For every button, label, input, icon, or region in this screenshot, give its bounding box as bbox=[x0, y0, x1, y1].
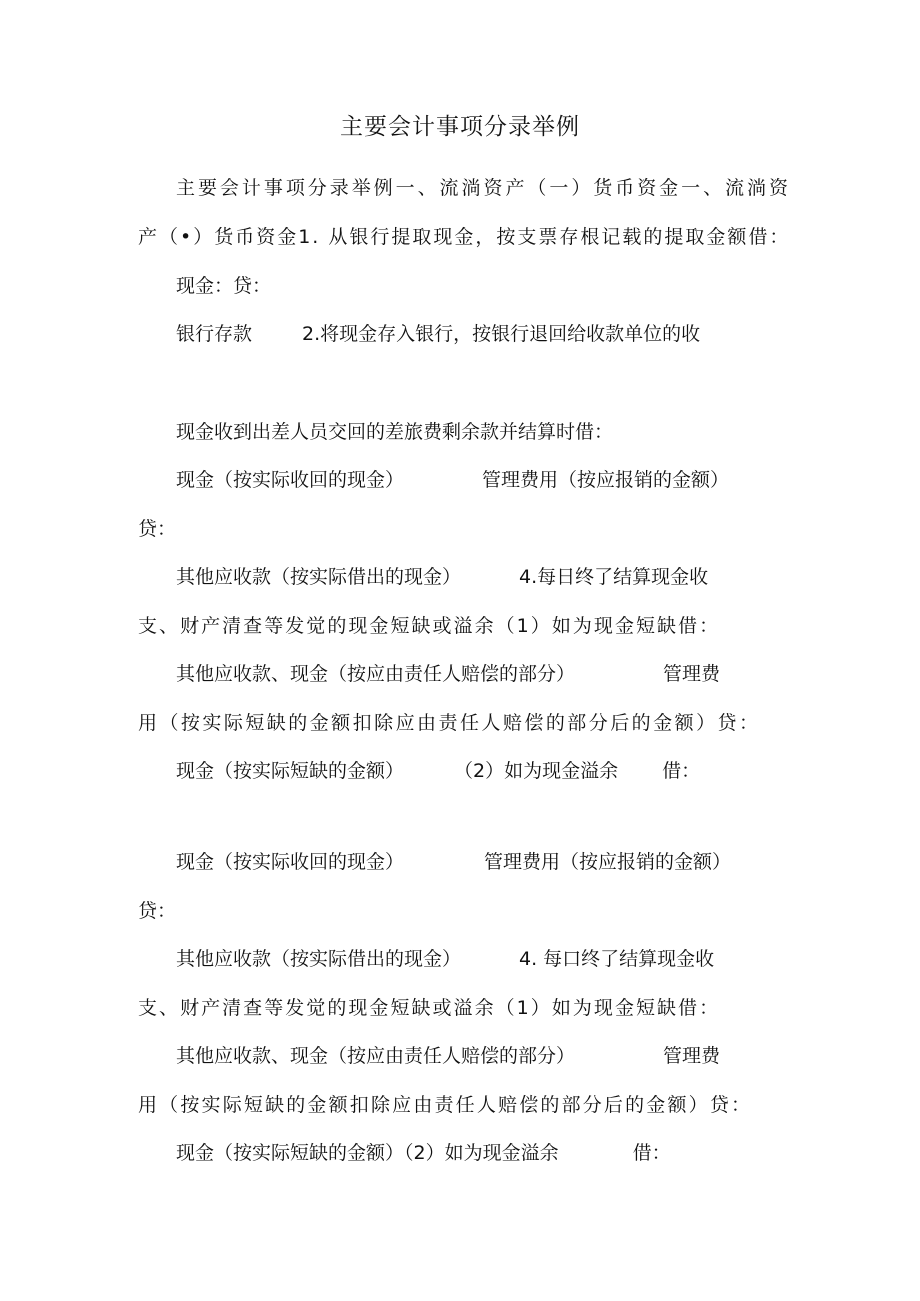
text-line bbox=[176, 176, 791, 200]
text-segment: 现金收到出差人员交回的差旅费剩余款并结算时借： bbox=[176, 421, 614, 443]
text-segment: 4.每日终了结算现金收 bbox=[519, 566, 709, 588]
text-segment: 现金（按实际收回的现金） bbox=[176, 851, 405, 873]
text-segment: 贷： bbox=[138, 518, 177, 540]
text-segment: 用（按实际短缺的金额扣除应由责任人赔偿的部分后的金额）贷： bbox=[138, 712, 761, 734]
text-line bbox=[138, 1093, 752, 1117]
text-line bbox=[176, 850, 731, 874]
text-line bbox=[176, 1044, 720, 1068]
text-line bbox=[176, 274, 271, 298]
text-segment: （2）如为现金溢余 bbox=[454, 760, 619, 782]
text-line bbox=[176, 565, 708, 589]
text-line bbox=[176, 420, 613, 444]
text-line bbox=[138, 996, 720, 1020]
text-line bbox=[138, 614, 720, 638]
text-line bbox=[176, 322, 700, 346]
text-segment: 现金：贷： bbox=[176, 275, 272, 297]
text-segment: 管理费 bbox=[663, 663, 721, 685]
text-line bbox=[176, 759, 700, 783]
text-segment: 借： bbox=[632, 1142, 671, 1164]
text-segment: 借： bbox=[662, 760, 701, 782]
text-segment: 管理费用（按应报销的金额） bbox=[484, 851, 732, 873]
text-segment: 管理费用（按应报销的金额） bbox=[482, 469, 730, 491]
text-segment: 现金（按实际短缺的金额） bbox=[176, 760, 405, 782]
text-line bbox=[138, 899, 176, 923]
text-line bbox=[176, 662, 720, 686]
document-title: 主要会计事项分录举例 bbox=[340, 114, 580, 140]
text-segment: 支、财产清查等发觉的现金短缺或溢余（1）如为现金短缺借： bbox=[138, 997, 721, 1019]
text-segment: 2.将现金存入银行，按银行退回给收款单位的收 bbox=[302, 323, 701, 345]
text-line bbox=[176, 947, 714, 971]
text-segment: 4. 每口终了结算现金收 bbox=[519, 948, 715, 970]
text-segment: 支、财产清查等发觉的现金短缺或溢余（1）如为现金短缺借： bbox=[138, 615, 721, 637]
text-line bbox=[138, 225, 790, 249]
text-segment: 其他应收款（按实际借出的现金） bbox=[176, 948, 462, 970]
text-segment: 产（•）货币资金1. 从银行提取现金，按支票存根记载的提取金额借： bbox=[138, 226, 791, 248]
text-segment: 贷： bbox=[138, 900, 177, 922]
text-line bbox=[138, 517, 176, 541]
text-segment: 主要会计事项分录举例一、流淌资产（一）货币资金一、流淌资 bbox=[176, 177, 791, 199]
text-segment: 现金（按实际短缺的金额）（2）如为现金溢余 bbox=[176, 1142, 559, 1164]
text-segment: 用（按实际短缺的金额扣除应由责任人赔偿的部分后的金额）贷： bbox=[138, 1094, 753, 1116]
text-segment: 其他应收款、现金（按应由责任人赔偿的部分） bbox=[176, 663, 576, 685]
text-line bbox=[138, 711, 760, 735]
text-segment: 管理费 bbox=[663, 1045, 721, 1067]
text-segment: 其他应收款、现金（按应由责任人赔偿的部分） bbox=[176, 1045, 576, 1067]
text-line bbox=[176, 468, 729, 492]
text-segment: 银行存款 bbox=[176, 323, 253, 345]
text-segment: 其他应收款（按实际借出的现金） bbox=[176, 566, 462, 588]
text-segment: 现金（按实际收回的现金） bbox=[176, 469, 405, 491]
text-line bbox=[176, 1141, 671, 1165]
